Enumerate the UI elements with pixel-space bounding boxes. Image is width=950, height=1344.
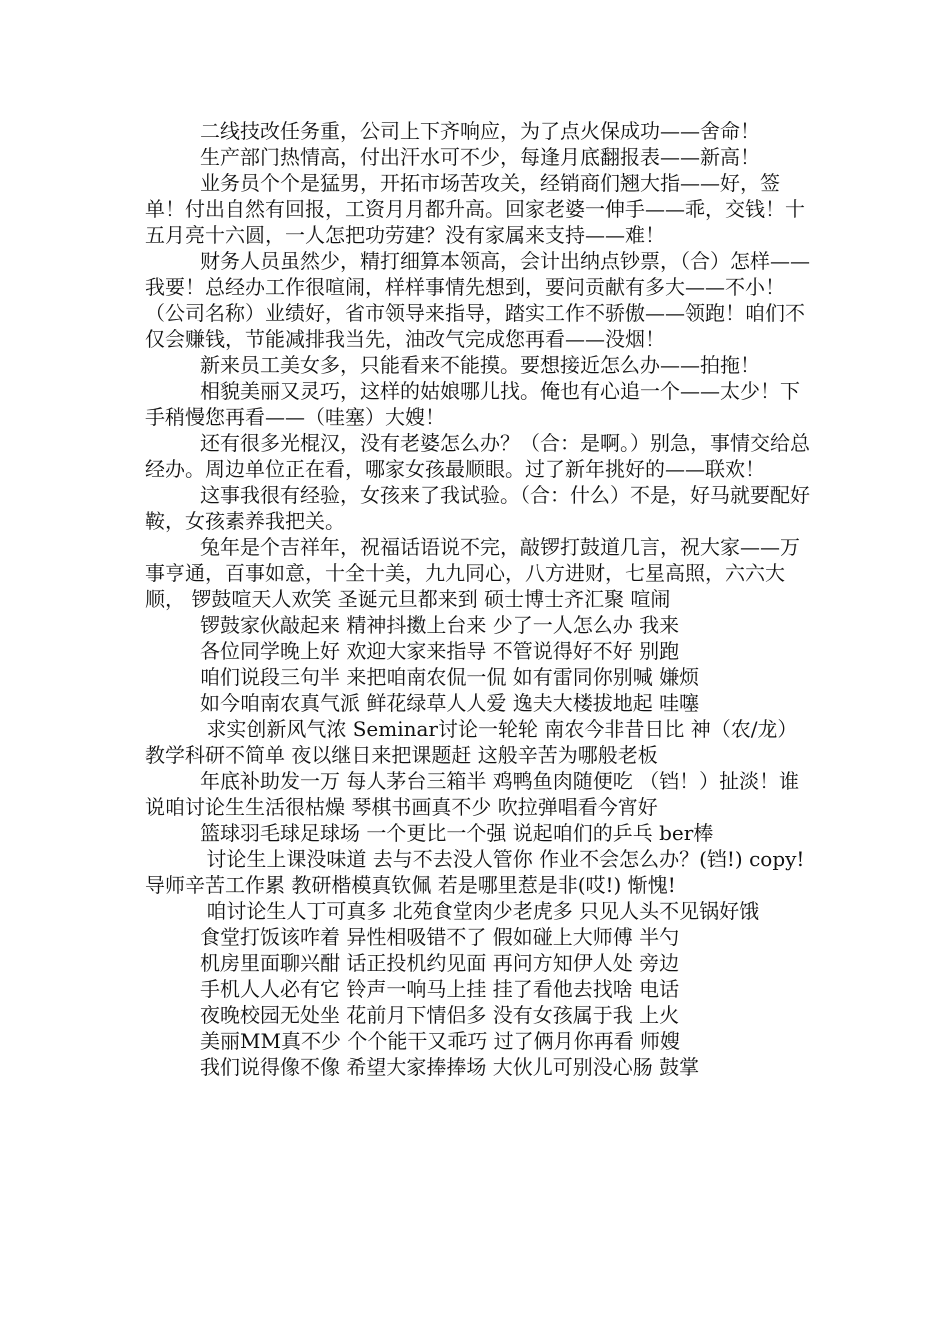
paragraph: 我们说得像不像 希望大家捧捧场 大伙儿可别没心肠 鼓掌 xyxy=(200,1055,700,1079)
paragraph: 年底补助发一万 每人茅台三箱半 鸡鸭鱼肉随便吃 （铛！）扯淡！谁说咱讨论生生活很枯燥 琴棋书画真不少 吹拉弹唱看今宵好 xyxy=(145,769,800,819)
document-body xyxy=(145,118,815,1080)
paragraph: 咱们说段三句半 来把咱南农侃一侃 如有雷同你别喊 嫌烦 xyxy=(200,665,700,689)
paragraph: 财务人员虽然少，精打细算本领高，会计出纳点钞票，（合）怎样——我要！总经办工作很喧闹，样样事情先想到，要问贡献有多大——不小！（公司名称）业绩好，省市领导来指导，踏实工作不骄傲——领跑！咱们不仅会赚钱，节能减排我当先，油改气完成您再看——没烟！ xyxy=(145,249,810,351)
paragraph: 这事我很有经验，女孩来了我试验。（合：什么）不是，好马就要配好鞍，女孩素养我把关。 xyxy=(145,483,810,533)
paragraph: 兔年是个吉祥年，祝福话语说不完，敲锣打鼓道几言，祝大家——万事亨通，百事如意，十全十美，九九同心，八方进财，七星高照，六六大顺， 锣鼓喧天人欢笑 圣诞元旦都来到 硕士博士齐汇聚 喧闹 xyxy=(145,535,800,611)
paragraph: 美丽MM真不少 个个能干又乖巧 过了俩月你再看 师嫂 xyxy=(200,1029,681,1053)
paragraph: 二线技改任务重，公司上下齐响应，为了点火保成功——舍命！ xyxy=(200,119,760,143)
paragraph: 咱讨论生人丁可真多 北苑食堂肉少老虎多 只见人头不见锅好饿 xyxy=(200,899,760,923)
paragraph: 如今咱南农真气派 鲜花绿草人人爱 逸夫大楼拔地起 哇噻 xyxy=(200,691,700,715)
paragraph: 讨论生上课没味道 去与不去没人管你 作业不会怎么办？(铛!) copy!导师辛苦工作累 教研楷模真钦佩 若是哪里惹是非(哎!) 惭愧! xyxy=(145,847,805,897)
paragraph: 机房里面聊兴酣 话正投机约见面 再问方知伊人处 旁边 xyxy=(200,951,680,975)
paragraph: 还有很多光棍汉，没有老婆怎么办？（合：是啊。）别急，事情交给总经办。周边单位正在看，哪家女孩最顺眼。过了新年挑好的——联欢！ xyxy=(145,431,810,481)
paragraph: 夜晚校园无处坐 花前月下情侣多 没有女孩属于我 上火 xyxy=(200,1003,680,1027)
paragraph: 相貌美丽又灵巧，这样的姑娘哪儿找。俺也有心追一个——太少！下手稍慢您再看——（哇塞）大嫂！ xyxy=(145,379,800,429)
paragraph: 各位同学晚上好 欢迎大家来指导 不管说得好不好 别跑 xyxy=(200,639,680,663)
paragraph: 手机人人必有它 铃声一响马上挂 挂了看他去找啥 电话 xyxy=(200,977,680,1001)
paragraph: 生产部门热情高，付出汗水可不少，每逢月底翻报表——新高！ xyxy=(200,145,760,169)
paragraph: 业务员个个是猛男，开拓市场苦攻关，经销商们翘大指——好，签单！付出自然有回报，工资月月都升高。回家老婆一伸手——乖，交钱！十五月亮十六圆，一人怎把功劳建？没有家属来支持——难！ xyxy=(145,171,805,247)
paragraph: 求实创新风气浓 Seminar讨论一轮轮 南农今非昔日比 神（农/龙）教学科研不简单 夜以继日来把课题赶 这般辛苦为哪般老板 xyxy=(145,717,798,767)
paragraph: 新来员工美女多，只能看来不能摸。要想接近怎么办——拍拖！ xyxy=(200,353,760,377)
paragraph: 篮球羽毛球足球场 一个更比一个强 说起咱们的乒乓 ber棒 xyxy=(200,821,714,845)
paragraph: 锣鼓家伙敲起来 精神抖擞上台来 少了一人怎么办 我来 xyxy=(200,613,680,637)
paragraph: 食堂打饭该咋着 异性相吸错不了 假如碰上大师傅 半勺 xyxy=(200,925,680,949)
